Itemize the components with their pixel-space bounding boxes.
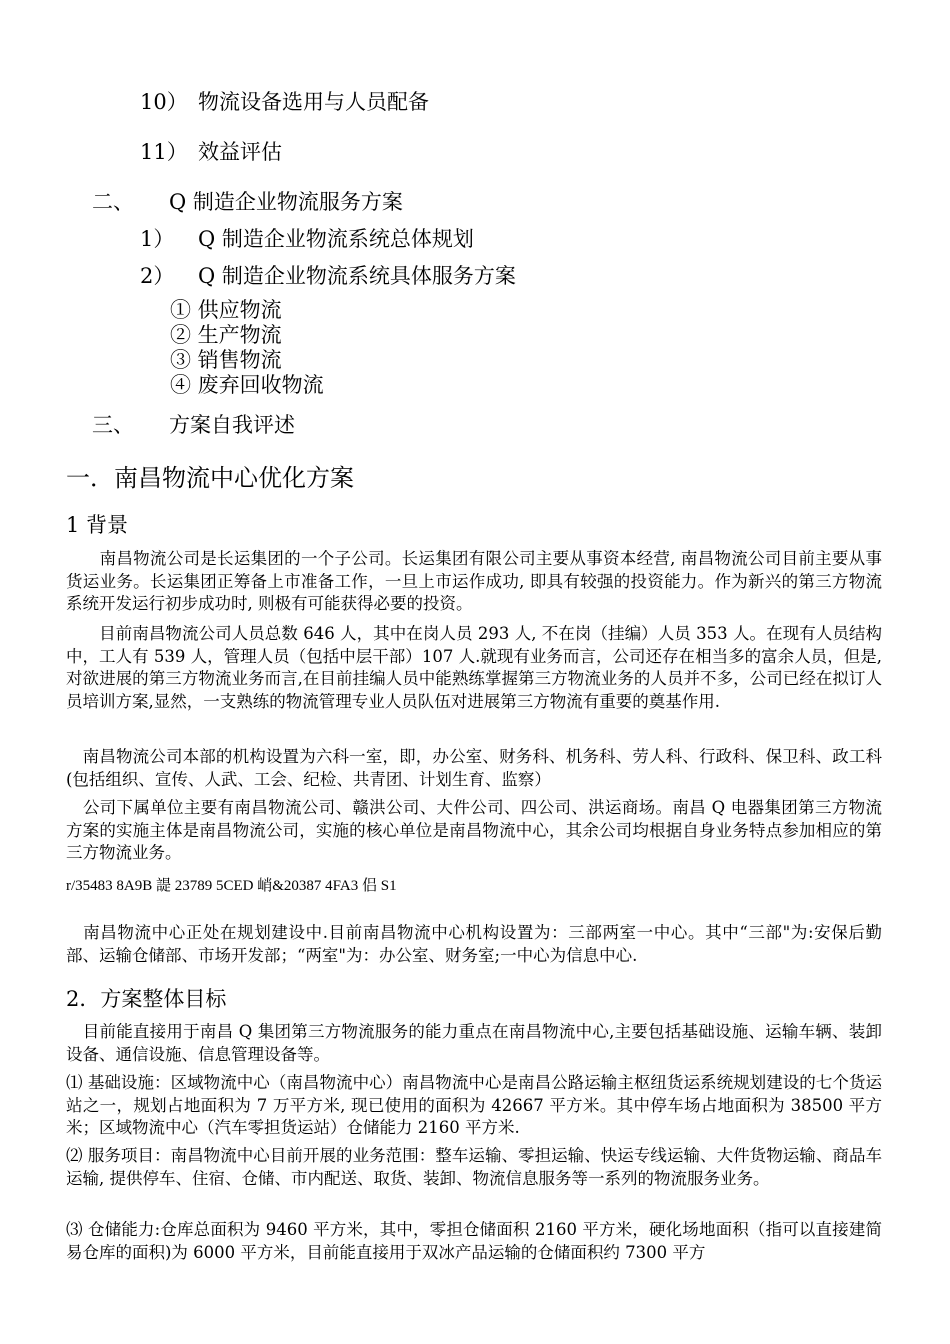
outline-section-2 (92, 186, 403, 216)
circled-list-item: ③ 销售物流 (170, 348, 282, 372)
paragraph-subsidiaries: 公司下属单位主要有南昌物流公司、赣洪公司、大件公司、四公司、洪运商场。南昌 Q 电器集团第三方物流方案的实施主体是南昌物流公司，实施的核心单位是南昌物流中心，其余公司均根据自身业务特点参加相应的第三方物流业务。 (66, 798, 882, 862)
paragraph-departments: 南昌物流公司本部的机构设置为六科一室，即，办公室、财务科、机务科、劳人科、行政科、保卫科、政工科(包括组织、宣传、人武、工会、纪检、共青团、计划生育、监察） (66, 747, 882, 789)
outline-number: 10） (140, 90, 188, 114)
outline-text: 效益评估 (198, 140, 282, 164)
paragraph-company-intro: 南昌物流公司是长运集团的一个子公司。长运集团有限公司主要从事资本经营, 南昌物流公司目前主要从事货运业务。长运集团正筹备上市准备工作，一旦上市运作成功, 即具有较强的投资能力。作为新兴的第三方物流系统开发运行初步成功时, 则极有可能获得必要的投资。 (66, 549, 882, 613)
outline-item-11 (140, 136, 282, 166)
paragraph-services: ⑵ 服务项目：南昌物流中心目前开展的业务范围：整车运输、零担运输、快运专线运输、大件货物运输、商品车运输, 提供停车、住宿、仓储、市内配送、取货、装卸、物流信息服务等一系列的物流服务业务。 (66, 1146, 882, 1188)
outline-text: 物流设备选用与人员配备 (198, 90, 429, 114)
outline-number: 三、 (92, 413, 134, 437)
paragraph-staffing: 目前南昌物流公司人员总数 646 人，其中在岗人员 293 人, 不在岗（挂编）人员 353 人。在现有人员结构中，工人有 539 人，管理人员（包括中层干部）107 人.就现有业务而言，公司还存在相当多的富余人员，但是,对欲进展的第三方物流业务而言,在目前挂编人员中能熟练掌握第三方物流业务的人员并不多，公司已经在拟订人员培训方案,显然，一支熟练的物流管理专业人员队伍对进展第三方物流有重要的奠基作用. (66, 624, 882, 711)
outline-number: 11） (140, 140, 188, 164)
outline-text: 方案自我评述 (169, 413, 295, 437)
paragraph-storage: ⑶ 仓储能力:仓库总面积为 9460 平方米，其中，零担仓储面积 2160 平方米，硬化场地面积（指可以直接建简易仓库的面积)为 6000 平方米，目前能直接用于双冰产品运输的仓储面积约 7300 平方 (66, 1220, 882, 1262)
outline-subitem-1 (140, 223, 474, 253)
heading-overall-target: 2．方案整体目标 (66, 987, 227, 1011)
outline-number: 二、 (92, 190, 134, 214)
outline-number: 2） (140, 264, 175, 288)
circled-list-item: ④ 废弃回收物流 (170, 373, 324, 397)
outline-subitem-2 (140, 260, 516, 290)
outline-text: Q 制造企业物流服务方案 (169, 190, 403, 214)
heading-background: 1 背景 (66, 513, 129, 537)
outline-section-3 (92, 409, 295, 439)
outline-number: 1） (140, 227, 175, 251)
paragraph-capability: 目前能直接用于南昌 Q 集团第三方物流服务的能力重点在南昌物流中心,主要包括基础设施、运输车辆、装卸设备、通信设施、信息管理设备等。 (66, 1022, 882, 1064)
paragraph-infrastructure: ⑴ 基础设施：区域物流中心（南昌物流中心）南昌物流中心是南昌公路运输主枢纽货运系统规划建设的七个货运站之一，规划占地面积为 7 万平方米, 现已使用的面积为 42667 平方米。其中停车场占地面积为 38500 平方米；区域物流中心（汽车零担货运站）仓储能力 2160 平方米. (66, 1073, 882, 1137)
paragraph-center-structure: 南昌物流中心正处在规划建设中.目前南昌物流中心机构设置为：三部两室一中心。其中“三部"为:安保后勤部、运输仓储部、市场开发部；“两室"为：办公室、财务室;一中心为信息中心. (66, 923, 882, 965)
outline-text: Q 制造企业物流系统具体服务方案 (198, 264, 516, 288)
encoded-text-line: r/35483 8A9B 諟 23789 5CED 峭&20387 4FA3 侣 S1 (66, 878, 397, 894)
circled-list-item: ① 供应物流 (170, 298, 282, 322)
outline-item-10 (140, 86, 429, 116)
outline-text: Q 制造企业物流系统总体规划 (198, 227, 474, 251)
circled-list-item: ② 生产物流 (170, 323, 282, 347)
heading-level-1: 一．南昌物流中心优化方案 (66, 464, 354, 492)
